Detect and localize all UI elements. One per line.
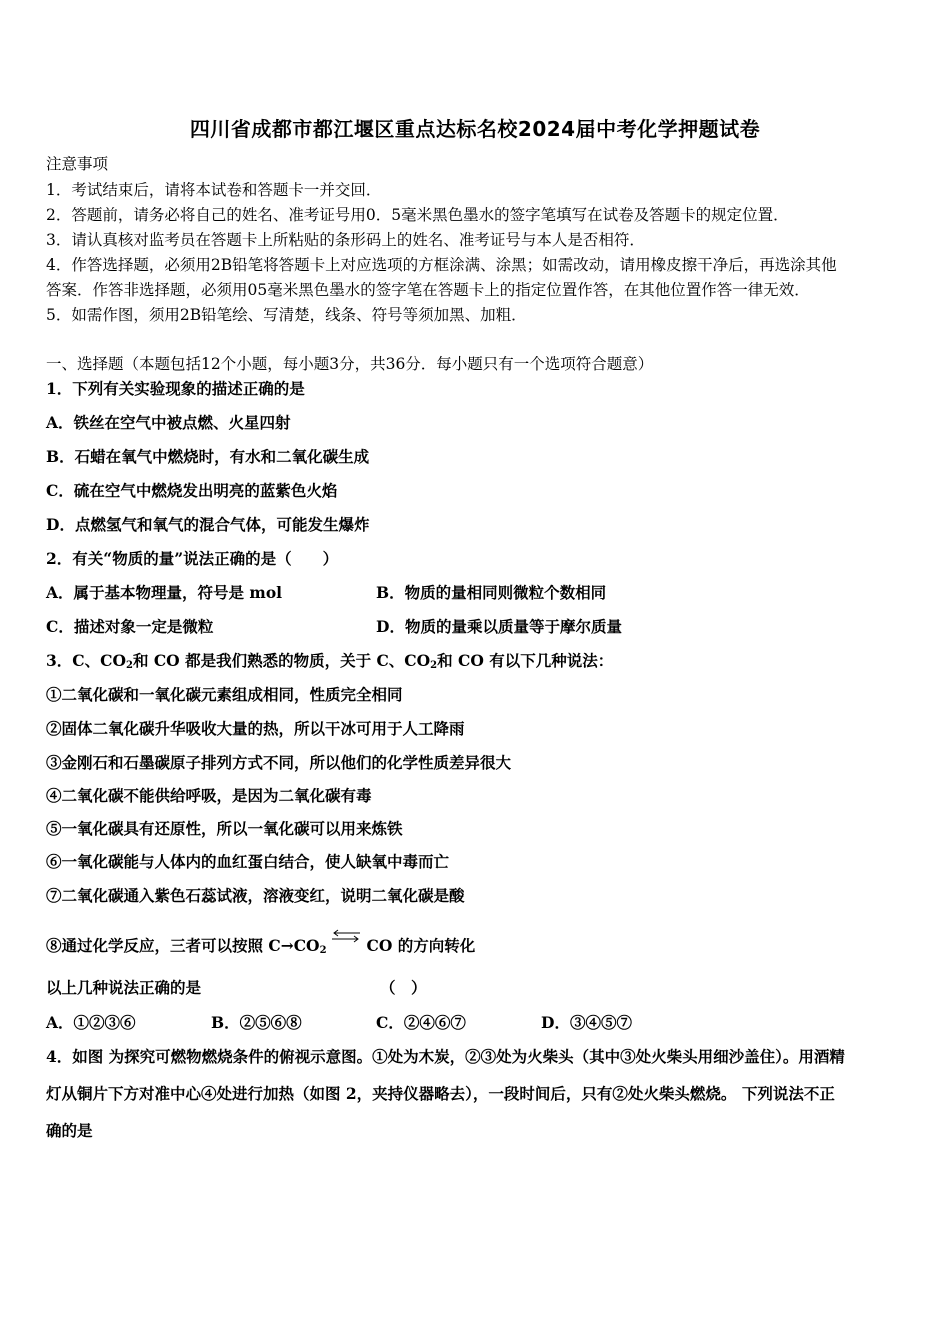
- q1-option-a: A．铁丝在空气中被点燃、火星四射: [46, 413, 291, 432]
- q2-option-a: A．属于基本物理量，符号是 mol: [46, 583, 283, 602]
- q3-s8-part-a: ⑧通过化学反应，三者可以按照 C→CO: [46, 936, 320, 955]
- q1-option-c: C．硫在空气中燃烧发出明亮的蓝紫色火焰: [46, 481, 338, 500]
- q3-statement-1: ①二氧化碳和一氧化碳元素组成相同，性质完全相同: [46, 685, 403, 704]
- q2-stem: 2．有关“物质的量”说法正确的是（ ）: [46, 549, 339, 568]
- q3-option-c: C．②④⑥⑦: [376, 1013, 466, 1032]
- q3-statement-7: ⑦二氧化碳通入紫色石蕊试液，溶液变红，说明二氧化碳是酸: [46, 886, 465, 905]
- q3-stem: [46, 649, 613, 671]
- q3-ask-paren: （ ）: [380, 978, 427, 997]
- notice-item-5: 5．如需作图，须用2B铅笔绘、写清楚，线条、符号等须加黑、加粗．: [46, 306, 527, 324]
- notice-item-1: 1．考试结束后，请将本试卷和答题卡一并交回．: [46, 181, 382, 199]
- q1-stem: 1．下列有关实验现象的描述正确的是: [46, 379, 305, 398]
- q3-statement-3: ③金刚石和石墨碳原子排列方式不同，所以他们的化学性质差异很大: [46, 753, 512, 772]
- section-heading: 一、选择题（本题包括12个小题，每小题3分，共36分．每小题只有一个选项符合题意）: [46, 355, 654, 373]
- q1-option-d: D．点燃氢气和氧气的混合气体，可能发生爆炸: [46, 515, 370, 534]
- q3-s8-sub: 2: [319, 945, 327, 956]
- q3-option-a: A．①②③⑥: [46, 1013, 136, 1032]
- q1-option-b: B．石蜡在氧气中燃烧时，有水和二氧化碳生成: [46, 447, 370, 466]
- q3-statement-5: ⑤一氧化碳具有还原性，所以一氧化碳可以用来炼铁: [46, 819, 403, 838]
- q3-statement-4: ④二氧化碳不能供给呼吸，是因为二氧化碳有毒: [46, 786, 372, 805]
- q4-line-1: 4．如图 为探究可燃物燃烧条件的俯视示意图。①处为木炭，②③处为火柴头（其中③处火柴头用细沙盖住）。用酒精: [46, 1047, 845, 1066]
- q2-option-b: B．物质的量相同则微粒个数相同: [376, 583, 607, 602]
- q3-option-d: D．③④⑤⑦: [541, 1013, 632, 1032]
- q3-ask: 以上几种说法正确的是: [46, 978, 202, 997]
- q2-option-c: C．描述对象一定是微粒: [46, 617, 214, 636]
- q3-statement-6: ⑥一氧化碳能与人体内的血红蛋白结合，使人缺氧中毒而亡: [46, 852, 450, 871]
- q4-line-3: 确的是: [46, 1121, 93, 1140]
- notice-heading: 注意事项: [46, 155, 109, 173]
- q3-stem-part-b: 和 CO 都是我们熟悉的物质，关于 C、CO: [132, 651, 431, 670]
- q3-statement-8: [46, 929, 475, 956]
- q3-stem-sub-1: 2: [125, 660, 133, 671]
- q3-stem-part-a: 3．C、CO: [46, 651, 126, 670]
- notice-item-3: 3．请认真核对监考员在答题卡上所粘贴的条形码上的姓名、准考证号与本人是否相符．: [46, 231, 645, 249]
- q2-option-d: D．物质的量乘以质量等于摩尔质量: [376, 617, 622, 636]
- notice-item-2: 2．答题前，请务必将自己的姓名、准考证号用0．5毫米黑色墨水的签字笔填写在试卷及答题卡的规定位置．: [46, 206, 789, 224]
- q4-line-2: 灯从铜片下方对准中心④处进行加热（如图 2，夹持仪器略去），一段时间后，只有②处火柴头燃烧。 下列说法不正: [46, 1084, 835, 1103]
- q3-statement-2: ②固体二氧化碳升华吸收大量的热，所以干冰可用于人工降雨: [46, 719, 465, 738]
- q3-stem-part-c: 和 CO 有以下几种说法：: [437, 651, 614, 670]
- q3-stem-sub-2: 2: [430, 660, 438, 671]
- q3-s8-part-b: CO 的方向转化: [366, 936, 476, 955]
- notice-item-4-cont: 答案．作答非选择题，必须用05毫米黑色墨水的签字笔在答题卡上的指定位置作答，在其他位置作答一律无效．: [46, 281, 810, 299]
- notice-item-4: 4．作答选择题，必须用2B铅笔将答题卡上对应选项的方框涂满、涂黑；如需改动，请用橡皮擦干净后，再选涂其他: [46, 256, 837, 274]
- reversible-arrows-icon: [329, 929, 363, 945]
- exam-title: 四川省成都市都江堰区重点达标名校2024届中考化学押题试卷: [189, 117, 761, 141]
- q3-option-b: B．②⑤⑥⑧: [211, 1013, 302, 1032]
